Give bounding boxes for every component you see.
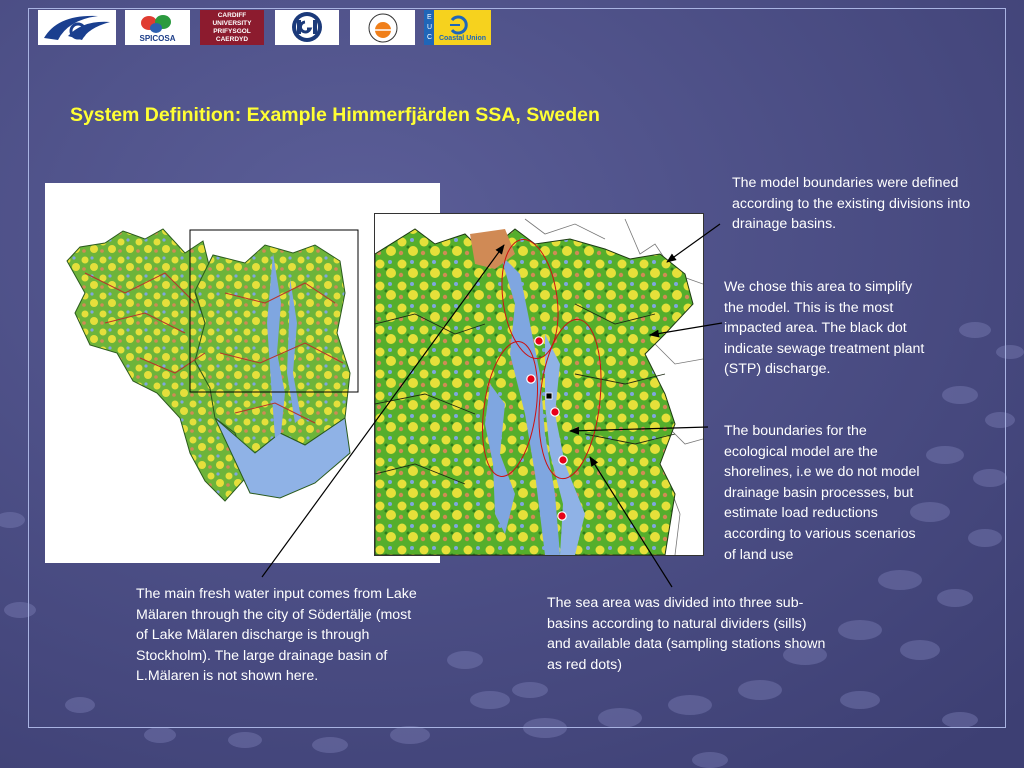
svg-text:E: E xyxy=(427,14,432,21)
university-seal-logo xyxy=(350,10,415,45)
coastal-union-text: Coastal Union xyxy=(438,35,487,42)
spicosa-logo xyxy=(125,10,190,45)
seventh-framework-logo xyxy=(38,10,116,45)
station-dot xyxy=(558,512,566,520)
caption-model-boundaries: The model boundaries were defined according to the existing divisions into drainage basins. xyxy=(732,175,971,233)
coastal-union-logo xyxy=(424,10,491,45)
svg-text:U: U xyxy=(427,24,433,31)
spicosa-logo-text: SPICOSA xyxy=(139,34,176,43)
cardiff-university-logo xyxy=(200,10,264,45)
svg-text:C: C xyxy=(427,34,433,41)
caption-fresh-water: The main fresh water input comes from Lake Mälaren through the city of Södertälje (most of Lake Mälaren discharge is through Stockholm). The large drainage basin of L.Mälaren is not shown here. xyxy=(136,586,417,685)
station-dot xyxy=(527,375,535,383)
igi-logo xyxy=(275,10,339,45)
caption-ecological-boundaries: The boundaries for the ecological model are the shorelines, i.e we do not model drainage basin processes, but estimate load reductions according to various scenarios of land use xyxy=(724,423,920,563)
slide-title: System Definition: Example Himmerfjärden SSA, Sweden xyxy=(70,104,600,126)
study-area-map xyxy=(374,213,704,556)
station-dot xyxy=(535,337,543,345)
station-dot xyxy=(551,408,559,416)
stp-discharge-dot xyxy=(546,393,552,399)
cardiff-logo-text: CARDIFF UNIVERSITY PRIFYSGOL CAERDYD xyxy=(212,12,252,43)
caption-sea-area: The sea area was divided into three sub-basins according to natural dividers (sills) and available data (sampling stations shown as red dots) xyxy=(547,595,826,673)
caption-chose-area: We chose this area to simplify the model. This is the most impacted area. The black dot indicate sewage treatment plant (STP) discharge. xyxy=(724,279,925,378)
station-dot xyxy=(559,456,567,464)
